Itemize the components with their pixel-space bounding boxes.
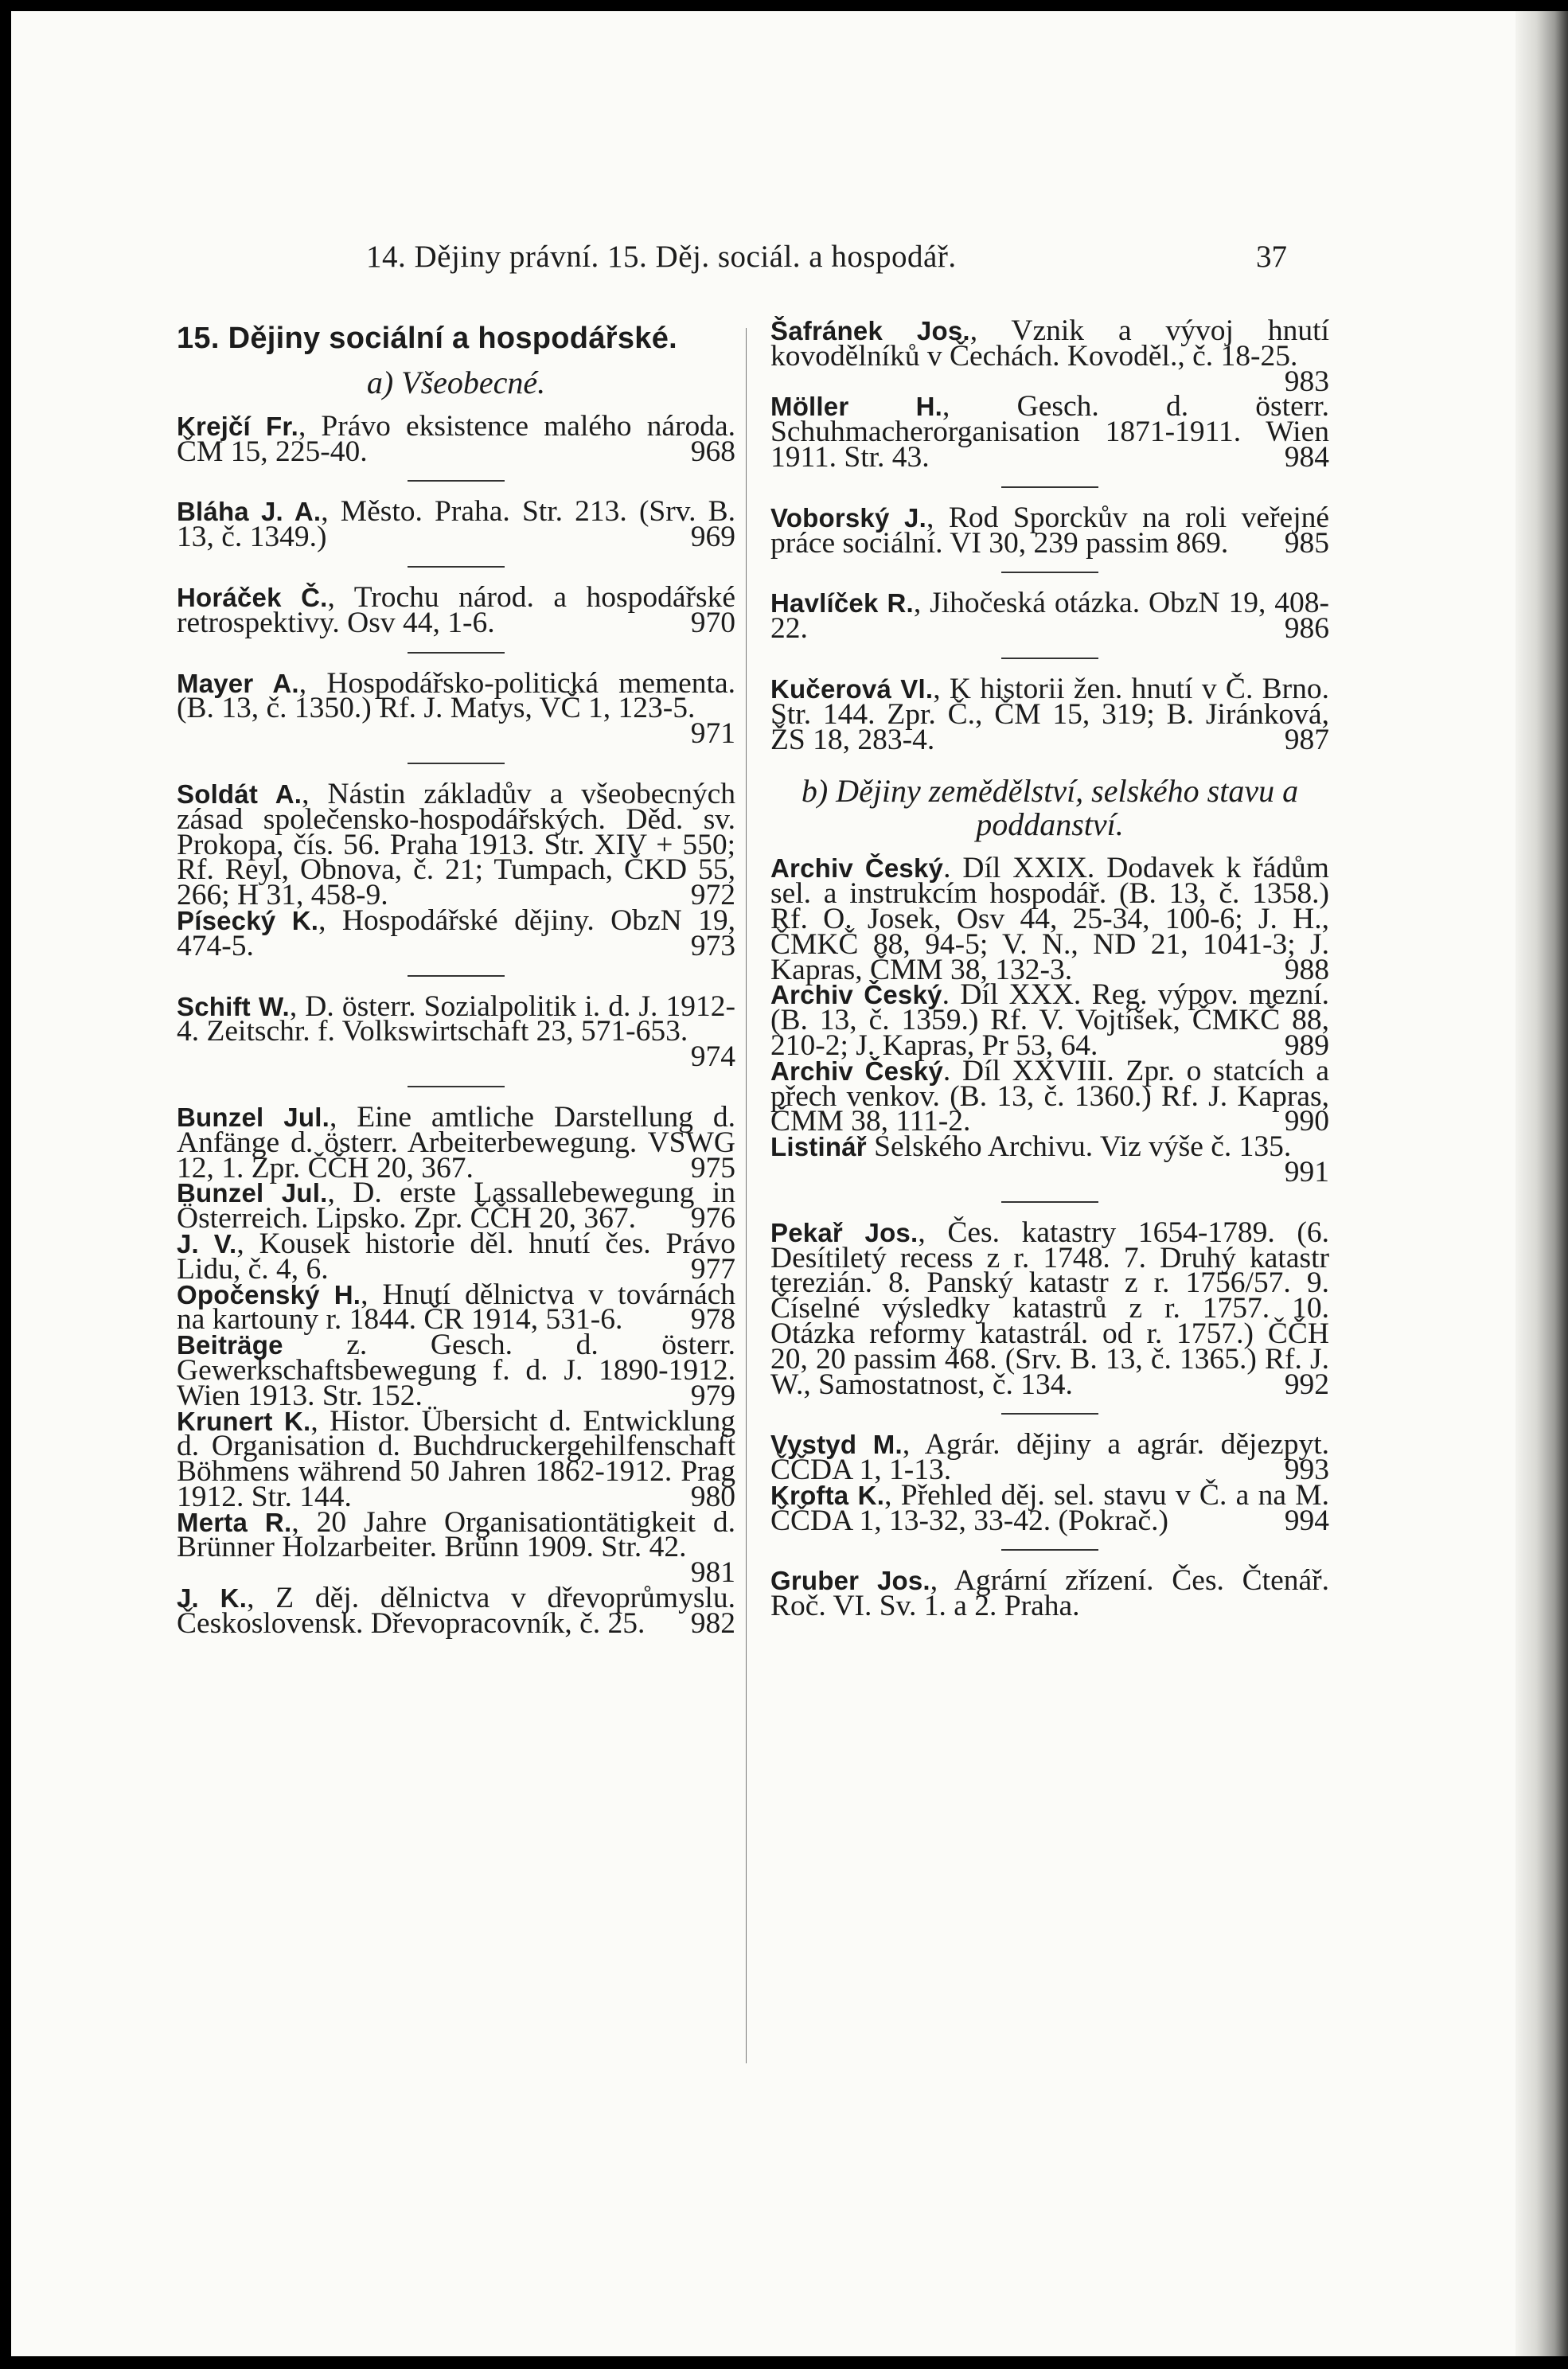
bibliography-entry [770, 587, 1329, 646]
entry-number: 980 [690, 1480, 735, 1513]
entry-text: . Díl XXVIII. Zpr. o statcích a přech venkov. (B. 13, č. 1360.) Rf. J. Kapras, ČMM 38, 111-2. [770, 1054, 1329, 1138]
entry-text: , Vznik a vývoj hnutí kovodělníků v Čechách. Kovoděl., č. 18-25. [770, 314, 1329, 373]
separator-rule [1001, 658, 1098, 659]
bibliography-entry [177, 903, 735, 962]
bibliography-entry [177, 1278, 735, 1337]
entry-number: 992 [1284, 1368, 1329, 1401]
bibliography-entry [770, 1054, 1329, 1138]
entry-text: , Agrární zřízení. Čes. Čtenář. Roč. VI. Sv. 1. a 2. Praha. [770, 1564, 1329, 1623]
book-edge [1515, 11, 1568, 2356]
separator-rule [1001, 486, 1098, 488]
separator-rule [408, 1086, 505, 1087]
bibliography-entry [177, 1329, 735, 1412]
bibliography-entry [177, 1227, 735, 1286]
bibliography-entry [770, 1428, 1329, 1487]
entry-text: , Právo eksistence malého národa. ČM 15, 225-40. [177, 409, 735, 468]
bibliography-entry [177, 666, 735, 751]
entry-author: Bunzel Jul. [177, 1178, 328, 1208]
bibliography-entry [177, 1100, 735, 1184]
bibliography-entry [770, 1564, 1329, 1623]
entry-author: Archiv Český [770, 980, 942, 1010]
entry-author: J. K. [177, 1583, 248, 1614]
entry-number: 976 [690, 1202, 735, 1235]
entry-number: 982 [690, 1606, 735, 1640]
entry-author: Listinář [770, 1132, 867, 1162]
entry-number: 973 [690, 929, 735, 962]
entry-author: J. V. [177, 1228, 237, 1259]
bibliography-entry [770, 314, 1329, 398]
separator-rule [408, 652, 505, 654]
entry-text: z. Gesch. d. österr. Gewerkschaftsbewegung f. d. J. 1890-1912. Wien 1913. Str. 152. [177, 1329, 735, 1412]
entry-number: 971 [690, 717, 735, 751]
entry-text: , Agrár. dějiny a agrár. dějezpyt. ČČDA 1, 1-13. [770, 1428, 1329, 1487]
separator-rule [1001, 1201, 1098, 1203]
subsection-heading-a: a) Všeobecné. [366, 364, 546, 400]
bibliography-entry [177, 1582, 735, 1640]
entry-author: Havlíček R. [770, 588, 914, 619]
separator-rule [1001, 572, 1098, 573]
entry-author: Beiträge [177, 1330, 283, 1360]
entry-number: 987 [1284, 723, 1329, 756]
entry-author: Mayer A. [177, 668, 299, 698]
entry-text: , Histor. Übersicht d. Entwicklung d. Organisation d. Buchdruckergehilfenschaft Böhmens während 50 Jahren 1862-1912. Prag 1912. Str. 144. [177, 1404, 736, 1513]
entry-author: Krofta K. [770, 1480, 885, 1510]
entry-text: , Jihočeská otázka. ObzN 19, 408-22. [770, 587, 1329, 646]
bibliography-entry [770, 1478, 1329, 1537]
entry-author: Krunert K. [177, 1406, 311, 1436]
entry-author: Merta R. [177, 1507, 292, 1537]
separator-rule [1001, 1549, 1098, 1551]
separator-rule [408, 480, 505, 482]
entry-text: . Díl XXIX. Dodavek k řádům sel. a instrukcím hospodář. (B. 13, č. 1358.) Rf. O. Josek, Osv 44, 25-34, 100-6; J. H., ČMKČ 88, 94-5; V. N., ND 21, 1041-3; J. Kapras, ČMM 38, 132-3. [770, 852, 1329, 986]
entry-author: Voborský J. [770, 502, 926, 533]
entry-text: . Díl XXX. Reg. výpov. mezní. (B. 13, č. 1359.) Rf. V. Vojtíšek, ČMKČ 88, 210-2; J. Kapras, Pr 53, 64. [770, 978, 1329, 1062]
entry-number: 970 [690, 606, 735, 639]
entry-text: , Rod Sporckův na roli veřejné práce sociální. VI 30, 239 passim 869. [770, 501, 1330, 560]
left-entries [177, 409, 736, 1640]
entry-number: 991 [1284, 1155, 1329, 1188]
entry-author: Möller H. [770, 392, 943, 422]
entry-number: 981 [690, 1556, 735, 1590]
bibliography-entry [770, 672, 1329, 756]
left-column [177, 318, 736, 1640]
bibliography-entry [177, 777, 735, 912]
bibliography-entry [770, 978, 1329, 1062]
entry-author: Vystyd M. [770, 1430, 903, 1460]
bibliography-entry [177, 495, 735, 554]
entry-number: 988 [1284, 953, 1329, 986]
right-column [770, 314, 1330, 1623]
entry-number: 983 [1284, 365, 1329, 398]
entry-text: , Hospodářsko-politická mementa. (B. 13, č. 1350.) Rf. J. Matys, VČ 1, 123-5. [177, 666, 735, 725]
entry-number: 984 [1284, 440, 1329, 474]
entry-author: Bláha J. A. [177, 497, 322, 527]
entry-number: 993 [1284, 1454, 1329, 1487]
bibliography-entry [177, 989, 735, 1074]
entry-number: 975 [690, 1151, 735, 1184]
entry-text: , 20 Jahre Organisationtätigkeit d. Brünner Holzarbeiter. Brünn 1909. Str. 42. [177, 1505, 735, 1564]
bibliography-entry [770, 1216, 1329, 1401]
entry-text: , Přehled děj. sel. stavu v Č. a na M. ČČDA 1, 13-32, 33-42. (Pokrač.) [770, 1478, 1329, 1537]
entry-text: , Město. Praha. Str. 213. (Srv. B. 13, č. 1349.) [177, 495, 735, 554]
bibliography-entry [177, 1177, 735, 1235]
entry-text: , Eine amtliche Darstellung d. Anfänge d. österr. Arbeiterbewegung. VSWG 12, 1. Zpr. ČČH 20, 367. [177, 1100, 735, 1184]
entry-text: , Trochu národ. a hospodářské retrospektivy. Osv 44, 1-6. [177, 580, 735, 639]
section-title: 15. Dějiny sociální a hospodářské. [177, 322, 677, 355]
entry-text: , D. österr. Sozialpolitik i. d. J. 1912-4. Zeitschr. f. Volkswirtschaft 23, 571-653. [177, 989, 735, 1048]
entry-text: , Hospodářské dějiny. ObzN 19, 474-5. [177, 903, 735, 962]
entry-author: Opočenský H. [177, 1279, 361, 1309]
entry-author: Schift W. [177, 991, 290, 1021]
entry-text: , Hnutí dělnictva v továrnách na kartouny r. 1844. ČR 1914, 531-6. [177, 1278, 735, 1337]
entry-text: , Nástin základův a všeobecných zásad společensko-hospodářských. Děd. sv. Prokopa, čís. 56. Praha 1913. Str. XIV + 550; Rf. Reyl, Obnova, č. 21; Tumpach, ČKD 55, 266; H 31, 458-9. [177, 777, 735, 912]
entry-text: Selského Archivu. Viz výše č. 135. [866, 1130, 1292, 1164]
right-entries-b [770, 852, 1329, 1623]
bibliography-entry [177, 1505, 735, 1590]
bibliography-entry [177, 409, 735, 468]
entry-text: , Z děj. dělnictva v dřevoprůmyslu. Československ. Dřevopracovník, č. 25. [177, 1582, 735, 1640]
bibliography-entry [770, 852, 1329, 986]
separator-rule [408, 566, 505, 568]
entry-number: 994 [1284, 1504, 1329, 1537]
separator-rule [1001, 1413, 1098, 1415]
entry-author: Horáček Č. [177, 582, 328, 612]
entry-text: , Čes. katastry 1654-1789. (6. Desítiletý recess z r. 1748. 7. Druhý katastr terezián. 8. Panský katastr z r. 1756/57. 9. Číselné výsledky katastrů z r. 1757. 10. Otázka reformy katastrál. od r. 1757.) ČČH 20, 20 passim 468. (Srv. B. 13, č. 1365.) Rf. J. W., Samostatnost, č. 134. [770, 1216, 1329, 1401]
entry-text: , Kousek historie děl. hnutí čes. Právo Lidu, č. 4, 6. [177, 1227, 735, 1286]
entry-number: 972 [690, 879, 735, 912]
entry-author: Soldát A. [177, 779, 302, 809]
right-entries-top [770, 314, 1330, 756]
entry-author: Písecký K. [177, 905, 319, 935]
entry-author: Kučerová Vl. [770, 673, 934, 704]
entry-number: 969 [690, 521, 735, 554]
entry-author: Bunzel Jul. [177, 1102, 330, 1132]
separator-rule [408, 975, 505, 977]
entry-author: Šafránek Jos. [770, 316, 970, 345]
entry-author: Archiv Český [770, 853, 944, 884]
bibliography-entry [770, 1130, 1329, 1188]
entry-number: 974 [690, 1040, 735, 1074]
entry-number: 977 [690, 1252, 735, 1286]
column-divider [746, 328, 747, 2063]
entry-number: 990 [1284, 1105, 1329, 1138]
entry-text: , Gesch. d. österr. Schuhmacherorganisation 1871-1911. Wien 1911. Str. 43. [770, 390, 1329, 474]
bibliography-entry [770, 390, 1329, 474]
bibliography-entry [177, 580, 735, 639]
entry-number: 978 [690, 1303, 735, 1337]
entry-author: Gruber Jos. [770, 1566, 930, 1596]
entry-author: Krejčí Fr. [177, 411, 298, 441]
running-head: 14. Dějiny právní. 15. Děj. sociál. a hospodář. [366, 240, 957, 274]
entry-author: Pekař Jos. [770, 1217, 919, 1247]
entry-author: Archiv Český [770, 1056, 943, 1086]
entry-number: 968 [690, 435, 735, 468]
entry-number: 979 [690, 1379, 735, 1412]
bibliography-entry [770, 501, 1330, 560]
bibliography-entry [177, 1404, 736, 1513]
subsection-heading-b: b) Dějiny zemědělství, selského stavu a poddanství. [801, 773, 1299, 843]
entry-text: , D. erste Lassallebewegung in Österreich. Lipsko. Zpr. ČČH 20, 367. [177, 1177, 735, 1235]
page-number: 37 [1256, 240, 1287, 274]
entry-number: 989 [1284, 1028, 1329, 1062]
entry-number: 985 [1284, 526, 1329, 560]
entry-number: 986 [1284, 612, 1329, 646]
entry-text: , K historii žen. hnutí v Č. Brno. Str. 144. Zpr. Č., ČM 15, 319; B. Jiránková, ŽS 18, 283-4. [770, 672, 1329, 756]
separator-rule [408, 763, 505, 764]
